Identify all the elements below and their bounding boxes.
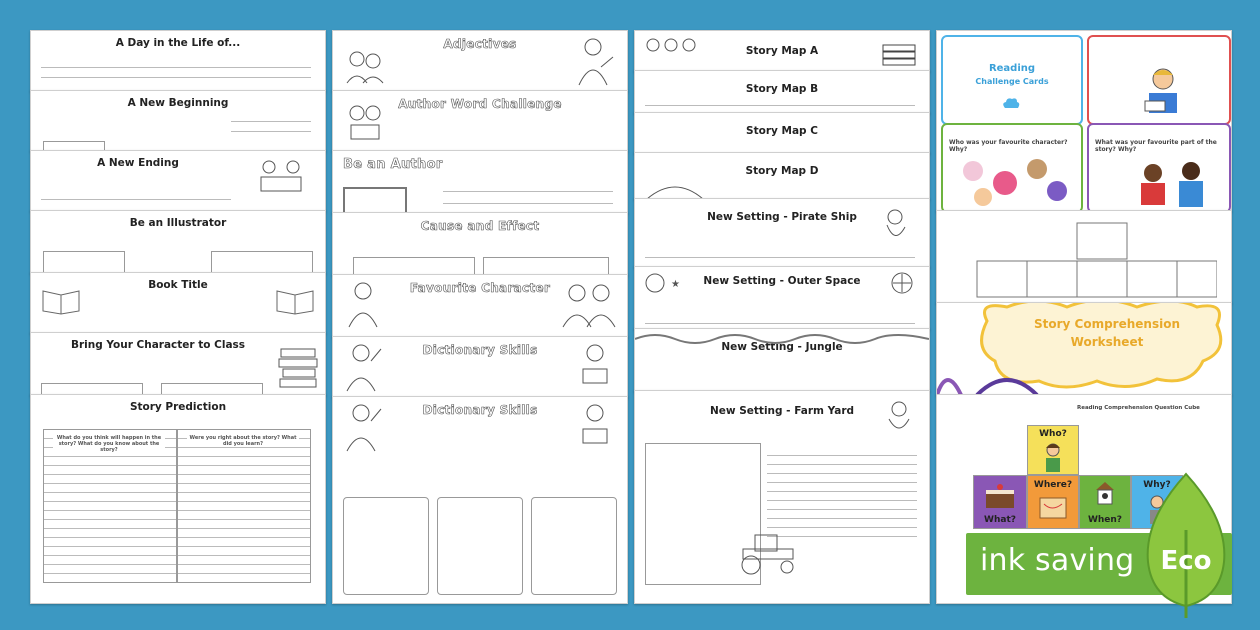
sheet-title: Adjectives: [443, 37, 517, 51]
word-box: [437, 497, 523, 595]
reading-child-illustration: [573, 343, 617, 393]
cube-face-where: [1027, 475, 1079, 529]
pencil-character-illustration: [343, 403, 383, 453]
cube-net-outline: [967, 221, 1217, 301]
sheet-bring-character[interactable]: [30, 332, 326, 396]
cube-face-label: Who?: [1039, 429, 1067, 439]
picture-frame: [343, 187, 407, 214]
children-reading-illustration: [343, 103, 387, 143]
word-box: [343, 497, 429, 595]
writing-line: [645, 257, 915, 258]
question-text: What was your favourite part of the story? Why?: [1095, 139, 1217, 153]
sheet-title: Be an Illustrator: [129, 217, 227, 229]
parrot-illustration: [875, 205, 915, 245]
question-card-2: [1087, 123, 1231, 212]
sheet-new-setting-farm-yard[interactable]: [634, 390, 930, 604]
sheet-new-setting-outer-space[interactable]: [634, 266, 930, 330]
sheet-cause-and-effect[interactable]: [332, 212, 628, 276]
sheet-title: Story Map D: [745, 165, 819, 177]
cube-face-what: [973, 475, 1027, 529]
pencil-character-illustration: [343, 343, 383, 393]
cube-face-label: What?: [984, 515, 1016, 525]
word-box: [531, 497, 617, 595]
sheet-adjectives[interactable]: [332, 30, 628, 92]
writing-line: [41, 67, 311, 68]
svg-text:★: ★: [671, 279, 680, 290]
sheet-story-map-b[interactable]: [634, 70, 930, 114]
map-icon: [1038, 496, 1068, 520]
sheet-title: New Setting - Farm Yard: [709, 405, 855, 417]
sheet-title: Author Word Challenge: [398, 97, 562, 111]
cube-face-label: When?: [1087, 515, 1123, 525]
eco-leaf-icon: [1136, 470, 1236, 624]
writing-line: [41, 77, 311, 78]
writing-area: [767, 447, 917, 537]
vines-decoration: [635, 331, 929, 345]
sheet-dictionary-skills-2[interactable]: [332, 396, 628, 604]
picture-box: [211, 251, 313, 273]
column-3: [634, 30, 928, 602]
books-stack-illustration: [277, 341, 319, 389]
sheet-title: Be an Author: [343, 157, 443, 172]
children-reading-illustration: [1129, 161, 1219, 209]
card-title-line1: Reading: [988, 63, 1036, 74]
right-question: Were you right about the story? What did you learn?: [187, 435, 299, 447]
question-text: Who was your favourite character? Why?: [949, 139, 1068, 153]
book-icon: [275, 287, 315, 315]
cube-title: Reading Comprehension Question Cube: [1077, 405, 1200, 411]
boy-reading-illustration: [1139, 65, 1187, 117]
sheet-favourite-character[interactable]: [332, 274, 628, 338]
sheet-title: Dictionary Skills: [422, 403, 538, 417]
writing-line: [645, 105, 915, 106]
sheet-author-word-challenge[interactable]: [332, 90, 628, 152]
picture-box: [43, 251, 125, 273]
rooster-illustration: [881, 397, 917, 437]
prediction-right-page: [177, 429, 311, 583]
left-question: What do you think will happen in the story? What do you know about the story?: [53, 435, 165, 453]
sheet-be-an-author[interactable]: [332, 150, 628, 214]
children-reading-illustration: [251, 157, 311, 197]
sheet-title: Story Map B: [745, 83, 819, 95]
children-illustration: [561, 281, 617, 329]
sheet-new-setting-jungle[interactable]: [634, 328, 930, 392]
sheet-reading-challenge-cards[interactable]: [936, 30, 1232, 212]
cube-face-label: Why?: [1143, 480, 1171, 490]
sheet-title: New Setting - Outer Space: [703, 275, 861, 287]
sheet-dictionary-skills-1[interactable]: [332, 336, 628, 398]
cube-face-label: Where?: [1033, 480, 1073, 490]
sheet-story-map-a[interactable]: [634, 30, 930, 72]
sheet-title: Story Map C: [746, 125, 818, 137]
boy-reading-card: [1087, 35, 1231, 125]
sheet-be-illustrator[interactable]: [30, 210, 326, 274]
reading-child-illustration: [573, 403, 617, 453]
writing-line: [443, 203, 613, 204]
sheet-title: A New Beginning: [127, 97, 229, 109]
boy-illustration: [343, 281, 383, 329]
sheet-new-ending[interactable]: [30, 150, 326, 212]
column-1: [30, 30, 324, 602]
writing-line: [231, 121, 311, 122]
sheet-title: Bring Your Character to Class: [70, 339, 246, 351]
person-icon: [1042, 442, 1064, 472]
sheet-title: A Day in the Life of...: [115, 37, 241, 49]
sheet-day-in-life[interactable]: [30, 30, 326, 92]
sheet-title: A New Ending: [97, 157, 179, 169]
sheet-title: Book Title: [148, 279, 208, 291]
sheet-book-title[interactable]: [30, 272, 326, 334]
writing-line: [645, 323, 915, 324]
ink-saving-label: ink saving: [980, 543, 1135, 578]
book-icon: [41, 287, 81, 315]
cake-icon: [984, 482, 1016, 510]
sheet-title: New Setting - Pirate Ship: [707, 211, 857, 223]
cube-face-who: [1027, 425, 1079, 475]
cube-face-when: [1079, 475, 1131, 529]
children-illustration: [343, 49, 387, 85]
characters-illustration: [641, 37, 701, 67]
sheet-title: Story Prediction: [129, 401, 227, 413]
writing-line: [231, 131, 311, 132]
books-stack-icon: [881, 43, 917, 67]
eco-label: Eco: [1160, 546, 1212, 576]
worksheet-title-line2: Worksheet: [1070, 335, 1144, 349]
sheet-book-cube[interactable]: [936, 210, 1232, 304]
sheet-new-setting-pirate-ship[interactable]: [634, 198, 930, 268]
sheet-title: Story Map A: [745, 45, 819, 57]
sheet-story-comprehension[interactable]: [936, 302, 1232, 396]
planet-icon: [643, 271, 683, 295]
column-2: [332, 30, 626, 602]
worksheet-title-line1: Story Comprehension: [1033, 317, 1180, 331]
birdhouse-icon: [1094, 480, 1116, 506]
sheet-title: Favourite Character: [409, 281, 551, 295]
sheet-title: Cause and Effect: [420, 219, 540, 233]
sheet-story-prediction[interactable]: [30, 394, 326, 604]
cloud-icon: [1001, 97, 1021, 109]
card-title-line2: Challenge Cards: [975, 77, 1049, 86]
writing-line: [41, 199, 231, 200]
characters-faces-illustration: [953, 155, 1073, 209]
sheet-new-beginning[interactable]: [30, 90, 326, 152]
title-card: [941, 35, 1083, 125]
sheet-story-map-d[interactable]: [634, 152, 930, 200]
arch-shape: [645, 181, 705, 199]
tractor-illustration: [735, 531, 805, 575]
planet-icon: [887, 271, 917, 295]
purple-circle-decoration: [937, 365, 1057, 395]
sheet-story-map-c[interactable]: [634, 112, 930, 154]
writing-line: [443, 191, 613, 192]
question-card-1: [941, 123, 1083, 212]
sheet-title: New Setting - Jungle: [721, 341, 843, 353]
writer-illustration: [571, 37, 615, 87]
sheet-title: Dictionary Skills: [422, 343, 538, 357]
